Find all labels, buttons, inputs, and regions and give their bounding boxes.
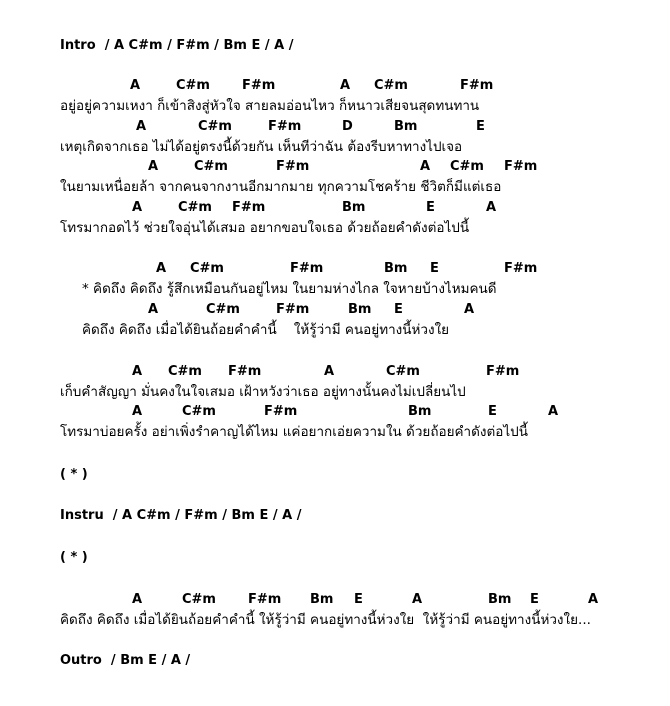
repeat-chorus-marker: ( * ) [60, 550, 88, 565]
chord-row [0, 119, 670, 135]
chord: Bm [394, 119, 418, 134]
chord: A [148, 159, 159, 174]
chord: C#m [450, 159, 484, 174]
chord: F#m [232, 200, 266, 215]
chord: A [136, 119, 147, 134]
chord: A [420, 159, 431, 174]
chord: F#m [264, 404, 298, 419]
chord: A [132, 200, 143, 215]
chord: E [430, 261, 439, 276]
chord: F#m [242, 78, 276, 93]
chord: F#m [290, 261, 324, 276]
lyric-line: โทรมากอดไว้ ช่วยใจอุ่นได้เสมอ อยากขอบใจเธอ ด้วยถ้อยคำดังต่อไปนี้ [60, 220, 470, 236]
chord: Bm [348, 302, 372, 317]
chord: A [148, 302, 159, 317]
chord: A [130, 78, 141, 93]
outro-line: Outro / Bm E / A / [60, 653, 191, 668]
lyric-line: ในยามเหนื่อยล้า จากคนจากงานอีกมากมาย ทุกความโชคร้าย ชีวิตก็มีแต่เธอ [60, 179, 502, 195]
chord: C#m [190, 261, 224, 276]
chord-row [0, 592, 670, 608]
chord: C#m [206, 302, 240, 317]
chord: E [530, 592, 539, 607]
chord: F#m [248, 592, 282, 607]
chord: C#m [194, 159, 228, 174]
chord: A [156, 261, 167, 276]
chord: C#m [198, 119, 232, 134]
chord: A [486, 200, 497, 215]
chord-row [0, 364, 670, 380]
chord: C#m [178, 200, 212, 215]
chord-row [0, 404, 670, 420]
lyric-line: คิดถึง คิดถึง เมื่อได้ยินถ้อยคำคำนี้ ให้รู้ว่ามี คนอยู่ทางนี้ห่วงใย ให้รู้ว่ามี คนอยู่ทางนี้ห่วงใย... [60, 612, 591, 628]
chord: E [476, 119, 485, 134]
chord: A [588, 592, 599, 607]
chord-row [0, 302, 670, 318]
chord: F#m [504, 261, 538, 276]
chord: F#m [268, 119, 302, 134]
chord: A [548, 404, 559, 419]
chord: C#m [176, 78, 210, 93]
chord: C#m [168, 364, 202, 379]
lyric-line: เหตุเกิดจากเธอ ไม่ได้อยู่ตรงนี้ด้วยกัน เห็นทีว่าฉัน ต้องรีบหาทางไปเจอ [60, 139, 463, 155]
intro-line: Intro / A C#m / F#m / Bm E / A / [60, 38, 294, 53]
chord: E [394, 302, 403, 317]
chord: C#m [182, 404, 216, 419]
chord-row [0, 200, 670, 216]
chord: Bm [488, 592, 512, 607]
chord: F#m [504, 159, 538, 174]
chord: A [340, 78, 351, 93]
chord: F#m [276, 302, 310, 317]
chord: C#m [374, 78, 408, 93]
lyric-line: คิดถึง คิดถึง เมื่อได้ยินถ้อยคำคำนี้ ให้รู้ว่ามี คนอยู่ทางนี้ห่วงใย [82, 322, 450, 338]
chord: E [488, 404, 497, 419]
chord-row [0, 261, 670, 277]
chord: A [412, 592, 423, 607]
chord: A [464, 302, 475, 317]
chord: Bm [408, 404, 432, 419]
lyric-line: เก็บคำสัญญา มั่นคงในใจเสมอ เฝ้าหวังว่าเธอ อยู่ทางนั้นคงไม่เปลี่ยนไป [60, 384, 466, 400]
chord: F#m [486, 364, 520, 379]
chord: A [324, 364, 335, 379]
chord: C#m [182, 592, 216, 607]
chord: Bm [310, 592, 334, 607]
chord: E [426, 200, 435, 215]
chord: F#m [228, 364, 262, 379]
chord: Bm [342, 200, 366, 215]
repeat-chorus-marker: ( * ) [60, 467, 88, 482]
lyric-line: โทรมาบ่อยครั้ง อย่าเพิ่งรำคาญได้ไหม แค่อยากเอ่ยความใน ด้วยถ้อยคำดังต่อไปนี้ [60, 424, 528, 440]
chord-row [0, 159, 670, 175]
chord: F#m [460, 78, 494, 93]
chord: D [342, 119, 353, 134]
chord: F#m [276, 159, 310, 174]
chord: A [132, 592, 143, 607]
instru-line: Instru / A C#m / F#m / Bm E / A / [60, 508, 302, 523]
chord: Bm [384, 261, 408, 276]
chord: A [132, 364, 143, 379]
chord: C#m [386, 364, 420, 379]
chord: A [132, 404, 143, 419]
chord-row [0, 78, 670, 94]
lyric-line: * คิดถึง คิดถึง รู้สึกเหมือนกันอยู่ไหม ในยามห่างไกล ใจหายบ้างไหมคนดี [82, 281, 497, 297]
chord: E [354, 592, 363, 607]
lyric-line: อยู่อยู่ความเหงา ก็เข้าสิงสู่หัวใจ สายลมอ่อนไหว ก็หนาวเสียจนสุดทนทาน [60, 98, 480, 114]
